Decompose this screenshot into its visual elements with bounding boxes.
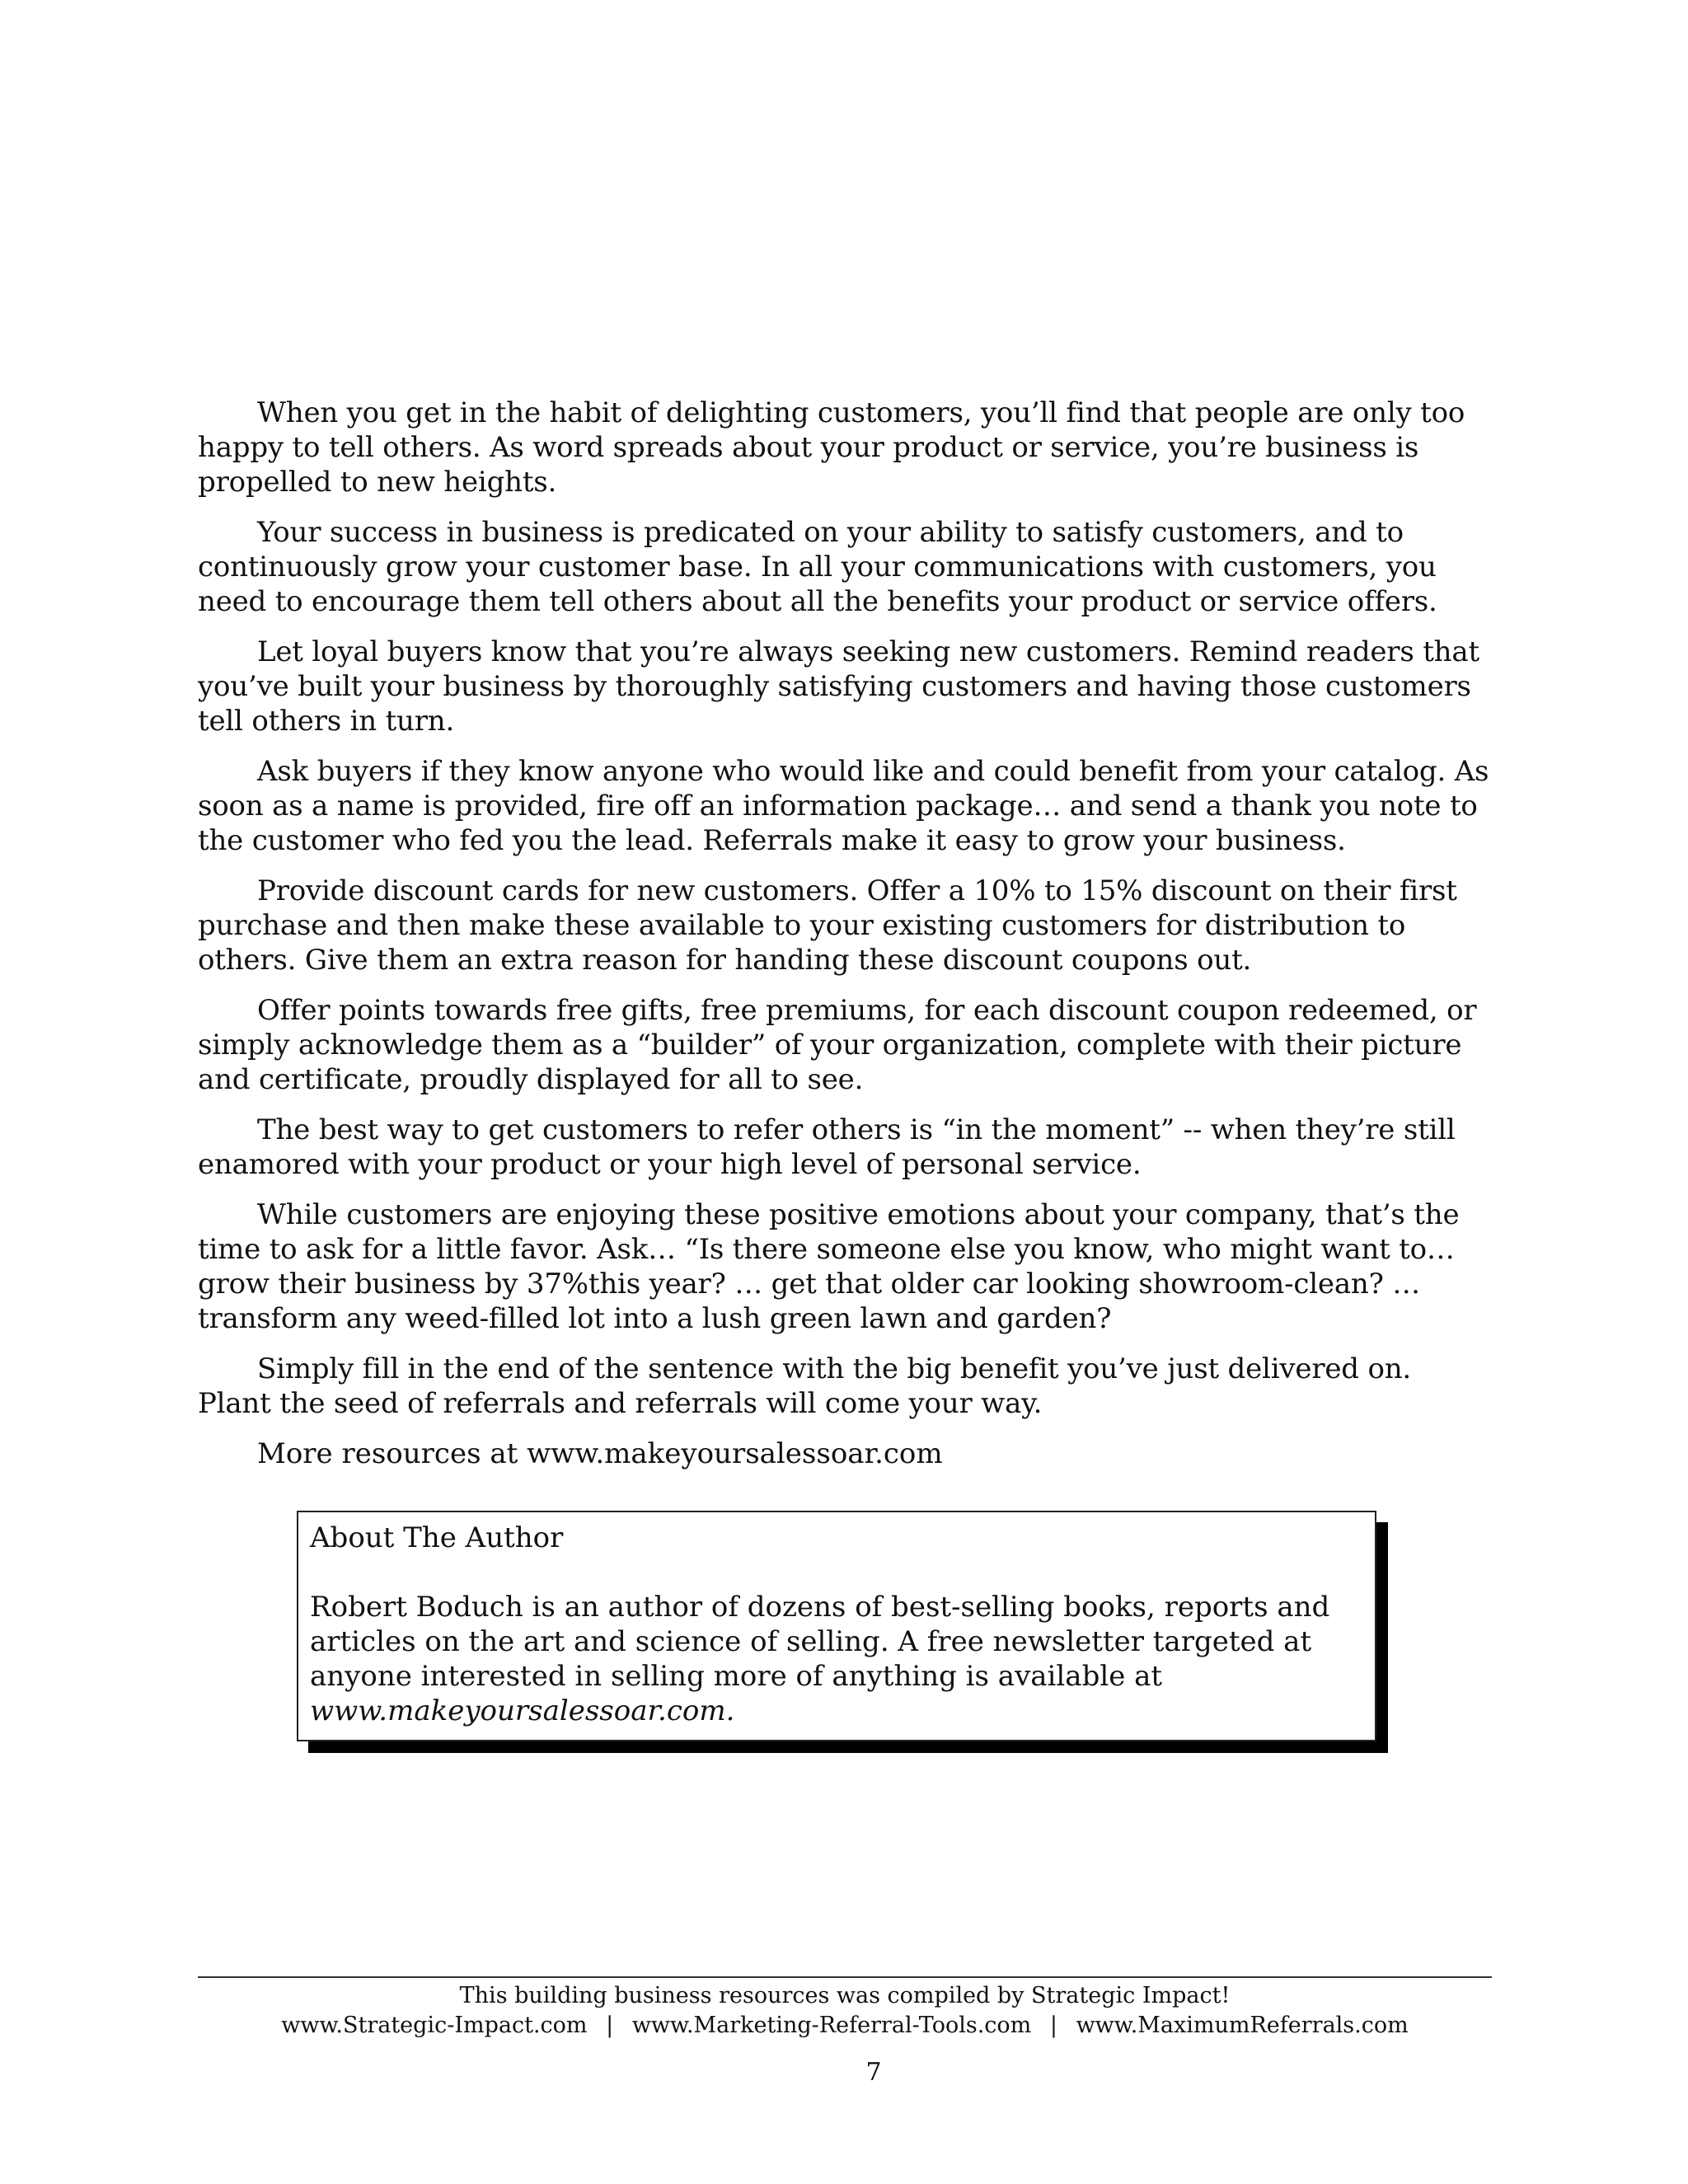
footer-link-strategic-impact[interactable]: www.Strategic-Impact.com [281,2013,588,2038]
about-author-panel [297,1511,1376,1741]
about-author-title: About The Author [310,1521,564,1554]
footer-divider [198,1976,1492,1978]
main-content [198,396,1492,1471]
about-author-text: Robert Boduch is an author of dozens of best-selling books, reports and articles on the art and science of selling. A free newsletter targeted at anyone interested in selling more of anything is available at [310,1591,1330,1693]
footer-separator: | [606,2013,614,2038]
about-author-box [297,1511,1376,1741]
paragraph: Offer points towards free gifts, free premiums, for each discount coupon redeemed, or simply acknowledge them as a “builder” of your organization, complete with their picture and certificate, proudly displayed for all to see. [198,994,1477,1096]
page-number: 7 [865,2058,882,2087]
paragraph: While customers are enjoying these positive emotions about your company, that’s the time to ask for a little favor. Ask… “Is there someone else you know, who might want to… grow their business by 37%this year? … get that older car looking showroom-clean? … transform any weed-filled lot into a lush green lawn and garden? [198,1198,1460,1335]
author-website-link[interactable]: www.makeyoursalessoar.com. [310,1694,735,1727]
paragraph: The best way to get customers to refer others is “in the moment” -- when they’re still enamored with your product or your high level of personal service. [198,1113,1456,1181]
paragraph: When you get in the habit of delighting customers, you’ll find that people are only too happy to tell others. As word spreads about your product or service, you’re business is propelled to new heights. [198,396,1465,499]
paragraph: Ask buyers if they know anyone who would like and could benefit from your catalog. As soon as a name is provided, fire off an information package… and send a thank you note to the customer who fed you the lead. Referrals make it easy to grow your business. [198,755,1489,857]
resources-line: More resources at www.makeyoursalessoar.com [257,1437,943,1470]
paragraph: Provide discount cards for new customers. Offer a 10% to 15% discount on their first purchase and then make these available to your existing customers for distribution to others. Give them an extra reason for handing these discount coupons out. [198,874,1457,977]
footer-link-maximum-referrals[interactable]: www.MaximumReferrals.com [1076,2013,1409,2038]
footer-separator: | [1049,2013,1057,2038]
about-author-body [310,1590,1363,1728]
paragraph: Simply fill in the end of the sentence with the big benefit you’ve just delivered on. Plant the seed of referrals and referrals will come your way. [198,1352,1412,1420]
page-footer [198,1981,1492,2041]
paragraph: Your success in business is predicated on your ability to satisfy customers, and to continuously grow your customer base. In all your communications with customers, you need to encourage them tell others about all the benefits your product or service offers. [198,516,1437,618]
footer-links [198,2011,1492,2041]
paragraph: Let loyal buyers know that you’re always seeking new customers. Remind readers that you’ve built your business by thoroughly satisfying customers and having those customers tell others in turn. [198,635,1479,738]
footer-credit: This building business resources was compiled by Strategic Impact! [459,1983,1231,2008]
footer-link-marketing-referral-tools[interactable]: www.Marketing-Referral-Tools.com [631,2013,1032,2038]
